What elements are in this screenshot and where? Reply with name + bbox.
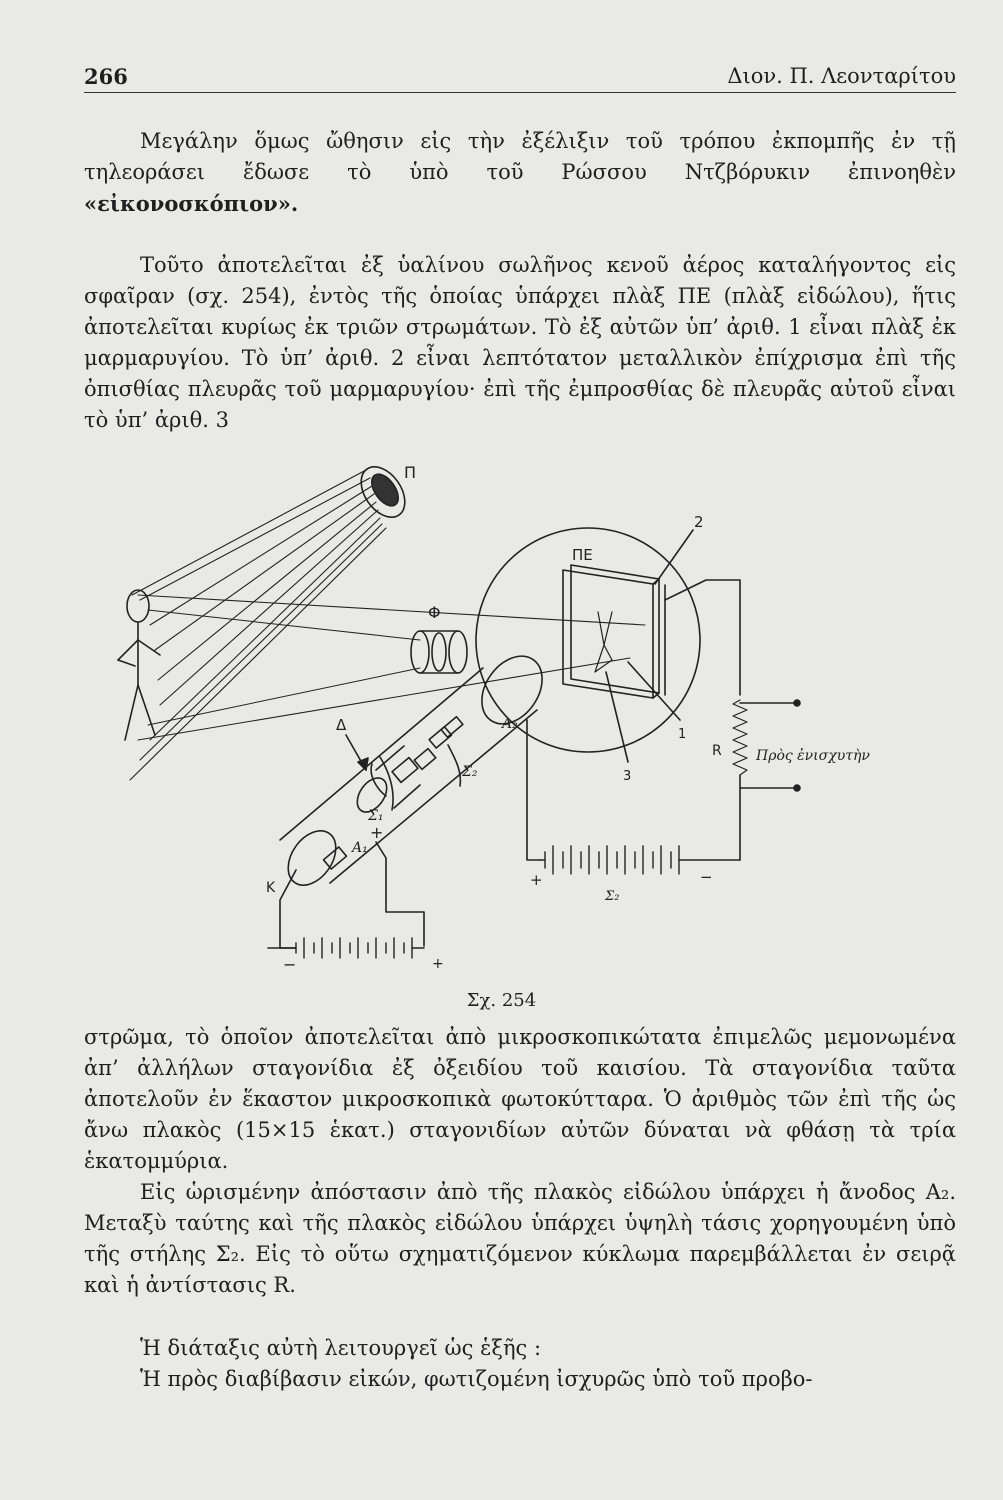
label-cathode: K — [266, 880, 276, 896]
label-anode-2: A₂ — [502, 716, 518, 732]
label-lamp: Π — [404, 463, 417, 482]
page-number: 266 — [84, 64, 128, 89]
label-plus-tube: + — [370, 823, 384, 842]
paragraph-1-term: «εἰκονοσκόπιον». — [84, 191, 299, 216]
subject-figure — [118, 590, 160, 740]
label-num-2: 2 — [694, 513, 704, 531]
running-head: Διον. Π. Λεονταρίτου — [727, 64, 956, 88]
label-sigma-2-tube: Σ₂ — [462, 764, 478, 780]
electron-tube — [278, 645, 554, 894]
label-num-1: 1 — [678, 727, 687, 742]
label-num-3: 3 — [623, 769, 632, 784]
figure-caption: Σχ. 254 — [466, 990, 537, 1011]
paragraph-3: στρῶμα, τὸ ὁποῖον ἀποτελεῖται ἀπὸ μικροσκοπικώτατα ἐπιμελῶς μεμονωμένα ἀπ’ ἀλλήλων σταγονίδια ἐξ ὀξειδίου τοῦ καισίου. Τὰ σταγονίδια ταῦτα ἀποτελοῦν ἐν ἕκαστον μικροσκοπικὰ φωτοκύτταρα. Ὁ ἀριθμὸς τῶν ἐπὶ τῆς ὡς ἄνω πλακὸς (15×15 ἑκατ.) σταγονιδίων αὐτῶν δύναται νὰ φθάσῃ τὰ τρία ἑκατομμύρια. — [84, 1025, 956, 1173]
label-lens: Φ — [428, 603, 441, 622]
paragraph-5: Ἡ διάταξις αὐτὴ λειτουργεῖ ὡς ἑξῆς : — [140, 1336, 542, 1360]
label-battery-2-minus: − — [700, 868, 713, 886]
paragraph-6: Ἡ πρὸς διαβίβασιν εἰκών, φωτιζομένη ἰσχυρῶς ὑπὸ τοῦ προβο- — [140, 1367, 813, 1391]
paragraph-1-text: Μεγάλην ὅμως ὤθησιν εἰς τὴν ἐξέλιξιν τοῦ τρόπου ἐκπομπῆς ἐν τῇ τηλεοράσει ἔδωσε τὸ ὑπὸ τοῦ Ρώσσου Ντζβόρυκιν ἐπινοηθὲν — [84, 129, 956, 184]
image-plate — [563, 565, 665, 698]
light-beam — [130, 470, 386, 780]
paragraph-2: Τοῦτο ἀποτελεῖται ἐξ ὑαλίνου σωλῆνος κενοῦ ἀέρος καταλήγοντος εἰς σφαῖραν (σχ. 254), ἐντὸς τῆς ὁποίας ὑπάρχει πλὰξ ΠΕ (πλὰξ εἰδώλου), ἥτις ἀποτελεῖται κυρίως ἐκ τριῶν στρωμάτων. Τὸ ἐξ αὐτῶν ὑπ’ ἀριθ. 1 εἶναι πλὰξ ἐκ μαρμαρυγίου. Τὸ ὑπ’ ἀριθ. 2 εἶναι λεπτότατον μεταλλικὸν ἐπίχρισμα ἐπὶ τῆς ὀπισθίας πλευρᾶς τοῦ μαρμαρυγίου· ἐπὶ τῆς ἐμπροσθίας δὲ πλευρᾶς αὐτοῦ εἶναι τὸ ὑπ’ ἀριθ. 3 — [84, 253, 956, 432]
battery-1 — [296, 938, 424, 958]
label-resistor: R — [712, 743, 722, 759]
label-plate: ΠΕ — [572, 546, 593, 564]
battery-2 — [545, 846, 679, 874]
label-anode-1: A₁ — [352, 840, 368, 856]
label-battery-1-minus: − — [283, 955, 297, 974]
label-battery-2-plus: + — [530, 871, 543, 889]
label-deflector: Δ — [336, 716, 347, 734]
label-amplifier: Πρὸς ἐνισχυτὴν — [756, 748, 870, 764]
label-sigma-1: Σ₁ — [368, 808, 384, 824]
paragraph-4: Εἰς ὡρισμένην ἀπόστασιν ἀπὸ τῆς πλακὸς εἰδώλου ὑπάρχει ἡ ἄνοδος Α₂. Μεταξὺ ταύτης καὶ τῆς πλακὸς εἰδώλου ὑπάρχει ὑψηλὴ τάσις χορηγουμένη ὑπὸ τῆς στήλης Σ₂. Εἰς τὸ οὕτω σχηματιζόμενον κύκλωμα παρεμβάλλεται ἐν σειρᾷ καὶ ἡ ἀντίστασις R. — [84, 1180, 956, 1297]
lens-shape — [411, 631, 467, 673]
label-battery-1-plus: + — [432, 956, 444, 972]
label-battery-2: Σ₂ — [605, 889, 620, 904]
